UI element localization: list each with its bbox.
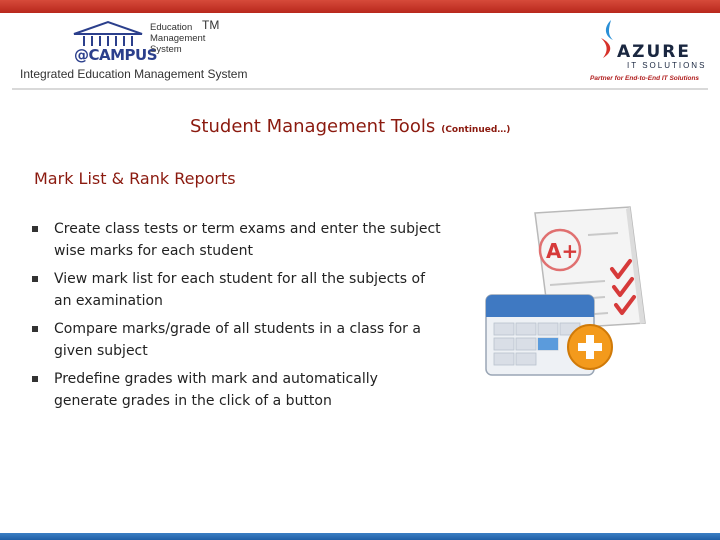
square-bullet-icon [32,226,38,232]
campus-logo-text [150,22,205,55]
square-bullet-icon [32,326,38,332]
bullet-text: Predefine grades with mark and automatically generate grades in the click of a button [54,371,378,409]
bullet-text: View mark list for each student for all the subjects of an examination [54,271,426,309]
slide-title-suffix: (Continued…) [441,125,511,135]
azure-logo-tagline: Partner for End-to-End IT Solutions [590,75,700,82]
campus-logo-line: Education [150,22,193,33]
section-heading: Mark List & Rank Reports [34,169,236,188]
square-bullet-icon [32,376,38,382]
campus-logo-word: @CAMPUS [74,46,158,64]
campus-logo-line: System [150,44,182,55]
header-tagline: Integrated Education Management System [20,67,248,81]
grade-label: A+ [546,239,579,263]
report-card-calendar-add-icon [480,205,655,385]
bullet-text: Create class tests or term exams and enter the subject wise marks for each student [54,221,441,259]
bullet-list [32,219,442,419]
azure-logo-sub: IT SOLUTIONS [627,61,707,70]
bottom-accent-bar [0,533,720,540]
top-accent-bar [0,0,720,13]
square-bullet-icon [32,276,38,282]
azure-logo-word: AZURE [617,42,691,62]
header-divider [12,88,708,90]
trademark-symbol: TM [202,18,220,32]
bullet-item [32,319,442,362]
campus-logo [70,18,220,68]
add-icon [568,325,612,369]
slide-title [190,116,510,137]
bullet-item [32,269,442,312]
bullet-item [32,369,442,412]
bullet-item [32,219,442,262]
azure-logo [585,20,710,84]
campus-logo-line: Management [150,33,206,44]
bullet-text: Compare marks/grade of all students in a class for a given subject [54,321,421,359]
slide-title-text: Student Management Tools [190,116,436,137]
